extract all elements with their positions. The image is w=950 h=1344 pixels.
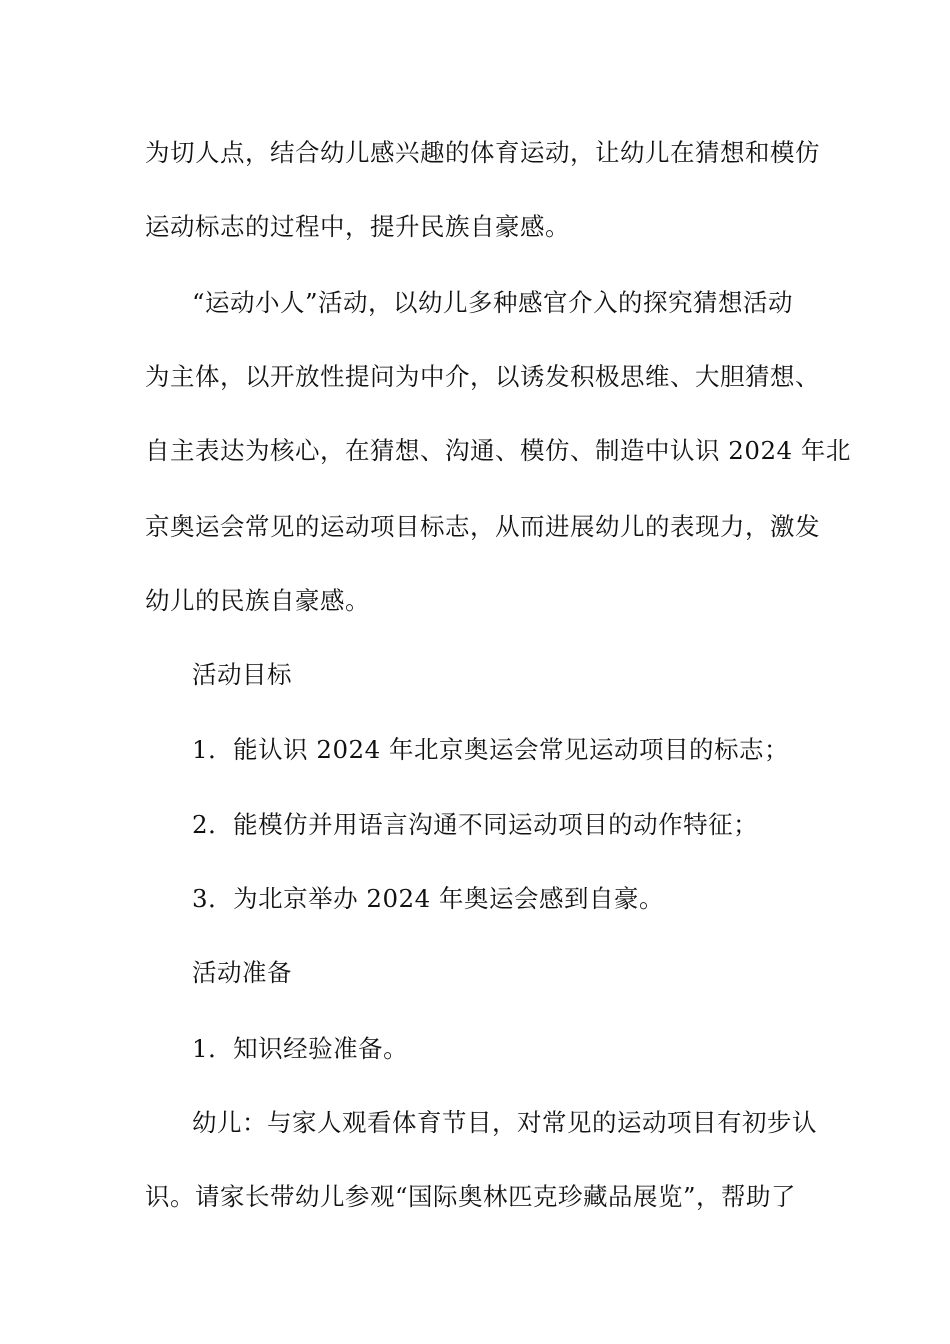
text-line: 京奥运会常见的运动项目标志，从而进展幼儿的表现力，激发 <box>145 512 820 541</box>
text-line: 识。请家长带幼儿参观“国际奥林匹克珍藏品展览”，帮助了 <box>145 1182 797 1211</box>
text-line: 幼儿的民族自豪感。 <box>145 586 370 615</box>
section-heading-preparation: 活动准备 <box>192 958 292 987</box>
objective-item-3: 3．为北京举办 2024 年奥运会感到自豪。 <box>192 884 665 913</box>
preparation-item-1: 1．知识经验准备。 <box>192 1034 409 1063</box>
section-heading-objectives: 活动目标 <box>192 660 292 689</box>
text-line: 为切人点，结合幼儿感兴趣的体育运动，让幼儿在猜想和模仿 <box>145 138 820 167</box>
text-line: 自主表达为核心，在猜想、沟通、模仿、制造中认识 2024 年北 <box>145 436 851 465</box>
text-line: 运动标志的过程中，提升民族自豪感。 <box>145 212 570 241</box>
paragraph-start-line: “运动小人”活动，以幼儿多种感官介入的探究猜想活动 <box>192 288 794 317</box>
objective-item-2: 2．能模仿并用语言沟通不同运动项目的动作特征； <box>192 810 759 839</box>
paragraph-start-line: 幼儿：与家人观看体育节目，对常见的运动项目有初步认 <box>192 1108 817 1137</box>
text-line: 为主体，以开放性提问为中介，以诱发积极思维、大胆猜想、 <box>145 362 820 391</box>
objective-item-1: 1．能认识 2024 年北京奥运会常见运动项目的标志； <box>192 735 790 764</box>
